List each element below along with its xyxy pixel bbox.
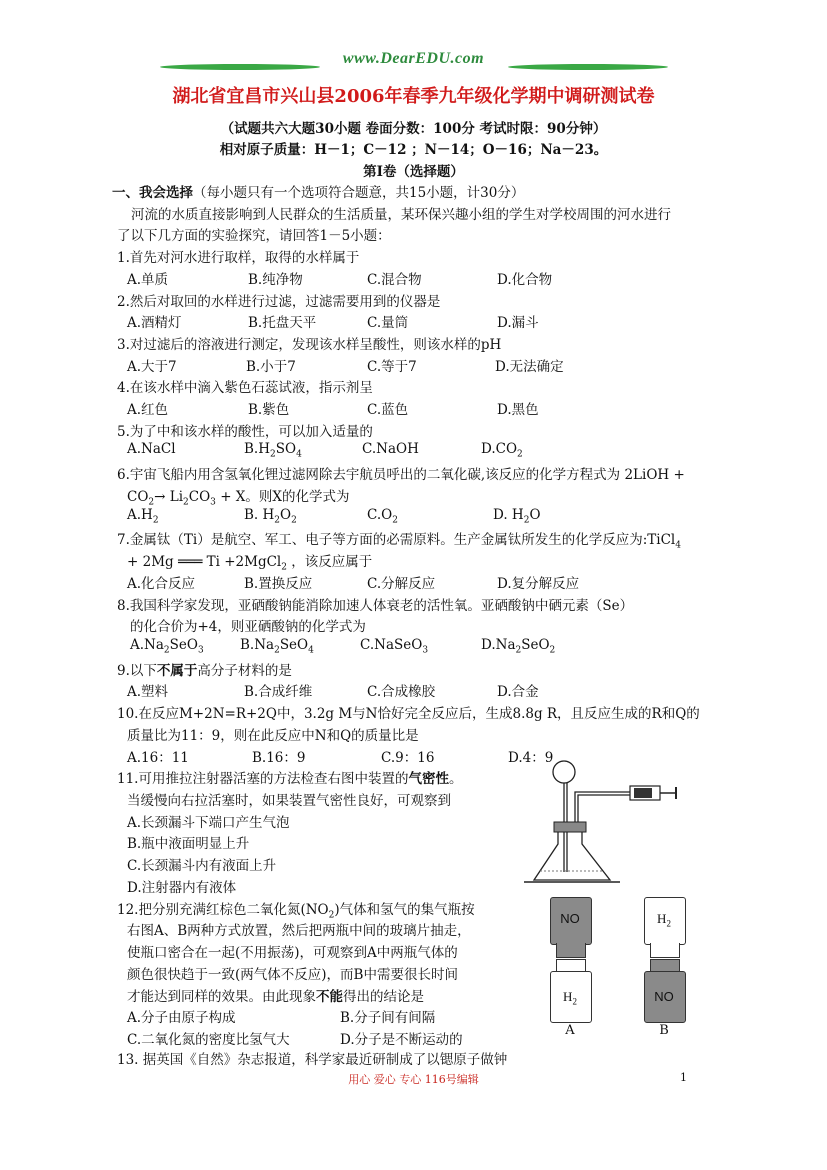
- page-number: 1: [680, 1071, 687, 1084]
- q7-stem-1: 7.金属钛（Ti）是航空、军工、电子等方面的必需原料。生产金属钛所发生的化学反应为:TiCl$_4$: [117, 532, 681, 551]
- q9-option-d: D.合金: [497, 684, 539, 700]
- q8-option-c: C.NaSeO$_3$: [360, 637, 429, 656]
- intro-line-2: 了以下几方面的实验探究，请回答1－5小题：: [117, 228, 391, 244]
- section-heading: [112, 181, 524, 201]
- q2-option-b: B.托盘天平: [248, 315, 317, 331]
- q2-option-d: D.漏斗: [497, 315, 539, 331]
- q13-stem: 13. 据英国《自然》杂志报道，科学家最近研制成了以锶原子做钟: [117, 1052, 508, 1068]
- q7-option-a: A.化合反应: [127, 576, 196, 592]
- jar-a-h2-label: $H_2$: [563, 989, 577, 1007]
- q11-option-d: D.注射器内有液体: [127, 880, 237, 896]
- q11-stem-1: 11.可用推拉注射器活塞的方法检查右图中装置的气密性。: [117, 771, 463, 787]
- q7-stem-2: + 2Mg ═══ Ti +2MgCl$_2$ ，该反应属于: [127, 554, 373, 573]
- gas-tightness-apparatus-figure: [520, 756, 680, 888]
- intro-line-1: 河流的水质直接影响到人民群众的生活质量，某环保兴趣小组的学生对学校周围的河水进行: [131, 207, 671, 223]
- q10-option-c: C.9：16: [381, 750, 435, 766]
- jar-b-h2-label: $H_2$: [657, 911, 671, 929]
- q3-option-a: A.大于7: [127, 359, 177, 375]
- q3-stem: 3.对过滤后的溶液进行测定，发现该水样呈酸性，则该水样的pH: [117, 337, 502, 353]
- q8-option-a: $A.Na_2SeO_3$: [130, 637, 204, 656]
- q11-stem-2: 当缓慢向右拉活塞时，如果装置气密性良好，可观察到: [127, 793, 451, 809]
- jar-b-label: B: [659, 1023, 669, 1038]
- q6-stem-2: $CO_2\to Li_2CO_3 + X$。则X的化学式为: [127, 489, 350, 508]
- q9-option-a: A.塑料: [127, 684, 169, 700]
- q12-option-c: C.二氧化氮的密度比氢气大: [127, 1032, 290, 1048]
- q9-option-c: C.合成橡胶: [367, 684, 436, 700]
- section-heading-rest: （每小题只有一个选项符合题意，共15小题，计30分）: [193, 185, 525, 201]
- volume-title: 第Ⅰ卷（选择题）: [363, 164, 464, 180]
- footer-text: 用心 爱心 专心 116号编辑: [348, 1073, 479, 1086]
- q1-option-c: C.混合物: [367, 272, 422, 288]
- q1-option-b: B.纯净物: [248, 272, 303, 288]
- q5-option-c: C.NaOH: [362, 441, 419, 457]
- q6-option-d: D. $H_2O$: [493, 507, 541, 526]
- section-heading-bold: 一、我会选择: [112, 185, 193, 201]
- q6-option-c: $C.O_2$: [367, 507, 398, 526]
- q1-option-a: A.单质: [127, 272, 169, 288]
- q10-stem-2: 质量比为11：9，则在此反应中N和Q的质量比是: [127, 728, 419, 744]
- q8-stem-2: 的化合价为+4，则亚硒酸钠的化学式为: [130, 619, 366, 635]
- exam-meta: （试题共六大题30小题 卷面分数：100分 考试时限：90分钟）: [220, 121, 607, 137]
- q12-stem-2: 右图A、B两种方式放置，然后把两瓶中间的玻璃片抽走，: [127, 923, 471, 939]
- q2-stem: 2.然后对取回的水样进行过滤，过滤需要用到的仪器是: [117, 294, 441, 310]
- q1-stem: 1.首先对河水进行取样，取得的水样属于: [117, 250, 360, 266]
- q11-option-a: A.长颈漏斗下端口产生气泡: [127, 815, 290, 831]
- q12-option-a: A.分子由原子构成: [127, 1010, 236, 1026]
- q8-stem-1: 8.我国科学家发现，亚硒酸钠能消除加速人体衰老的活性氧。亚硒酸钠中硒元素（Se）: [117, 598, 634, 614]
- q4-stem: 4.在该水样中滴入紫色石蕊试液，指示剂呈: [117, 380, 373, 396]
- q3-option-c: C.等于7: [367, 359, 417, 375]
- page-title: 湖北省宜昌市兴山县2006年春季九年级化学期中调研测试卷: [172, 86, 655, 107]
- q4-option-c: C.蓝色: [367, 402, 409, 418]
- q11-option-c: C.长颈漏斗内有液面上升: [127, 858, 277, 874]
- atomic-mass: 相对原子质量：H－1；C－12 ；N－14；O－16；Na－23。: [219, 142, 608, 158]
- q4-option-d: D.黑色: [497, 402, 539, 418]
- q12-stem-4: 颜色很快趋于一致(两气体不反应)，而B中需要很长时间: [127, 967, 458, 983]
- site-url: www.DearEDU.com: [342, 50, 485, 67]
- q9-stem: 9.以下不属于高分子材料的是: [117, 663, 292, 679]
- q3-option-b: B.小于7: [246, 359, 296, 375]
- jar-a-label: A: [565, 1023, 575, 1038]
- q4-option-a: A.红色: [127, 402, 169, 418]
- q3-option-d: D.无法确定: [495, 359, 564, 375]
- q11-option-b: B.瓶中液面明显上升: [127, 836, 250, 852]
- q5-option-d: $D.CO_2$: [481, 441, 523, 460]
- q5-option-b: $B.H_2SO_4$: [244, 441, 302, 460]
- jar-a-no-label: NO: [560, 911, 580, 926]
- q9-option-b: B.合成纤维: [244, 684, 313, 700]
- q6-stem-1: 6.宇宙飞船内用含氢氧化锂过滤网除去宇航员呼出的二氧化碳,该反应的化学方程式为 2LiOH +: [117, 467, 685, 483]
- q2-option-c: C.量筒: [367, 315, 409, 331]
- q7-option-d: D.复分解反应: [497, 576, 580, 592]
- q2-option-a: A.酒精灯: [127, 315, 182, 331]
- q12-option-d: D.分子是不断运动的: [340, 1032, 463, 1048]
- q10-option-d: D.4：9: [508, 750, 554, 766]
- q10-option-b: B.16：9: [252, 750, 306, 766]
- q7-option-b: B.置换反应: [244, 576, 313, 592]
- q6-option-a: $A.H_2$: [127, 507, 159, 526]
- q6-option-b: B. $H_2O_2$: [244, 507, 297, 526]
- q5-stem: 5.为了中和该水样的酸性，可以加入适量的: [117, 424, 373, 440]
- q7-option-c: C.分解反应: [367, 576, 436, 592]
- q4-option-b: B.紫色: [248, 402, 290, 418]
- q10-option-a: A.16：11: [127, 750, 189, 766]
- q12-stem-5: 才能达到同样的效果。由此现象不能得出的结论是: [127, 989, 424, 1005]
- q1-option-d: D.化合物: [497, 272, 553, 288]
- q8-option-d: $D.Na_2SeO_2$: [481, 637, 556, 656]
- q12-stem-3: 使瓶口密合在一起(不用振荡)，可观察到A中两瓶气体的: [127, 945, 458, 961]
- q10-stem-1: 10.在反应M+2N=R+2Q中，3.2g M与N恰好完全反应后，生成8.8g R，且反应生成的R和Q的: [117, 706, 700, 722]
- q8-option-b: $B.Na_2SeO_4$: [240, 637, 314, 656]
- q12-stem-1: 12.把分别充满红棕色二氧化氮$(NO_2)$气体和氢气的集气瓶按: [117, 902, 475, 921]
- q5-option-a: A.NaCl: [127, 441, 176, 457]
- gas-jars-figure: [540, 893, 700, 1043]
- jar-b-no-label: NO: [654, 989, 674, 1004]
- q12-option-b: B.分子间有间隔: [340, 1010, 436, 1026]
